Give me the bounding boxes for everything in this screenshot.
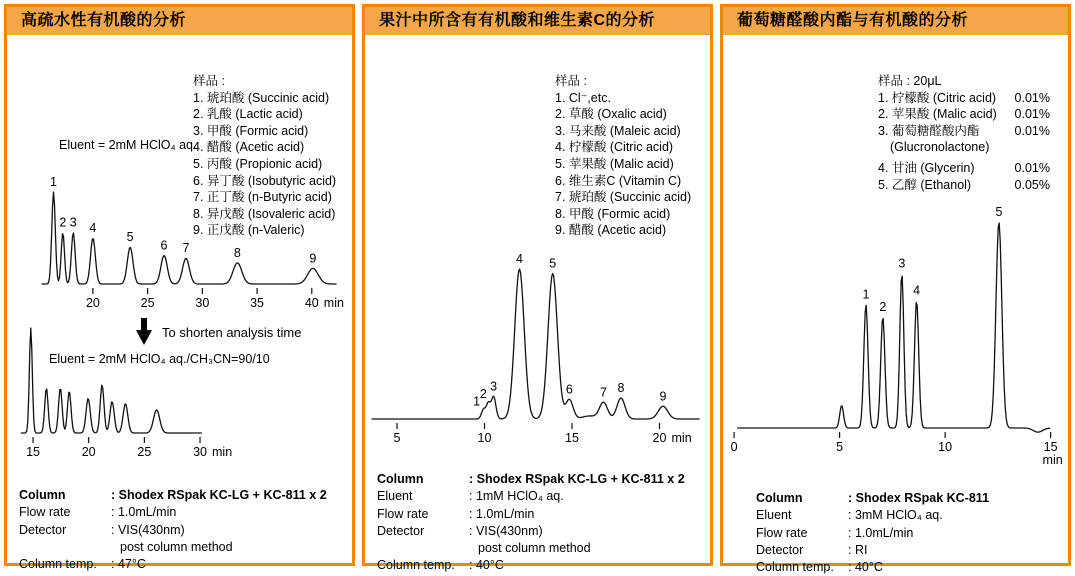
condition-value: post column method	[478, 541, 591, 556]
eluent-annotation-2: Eluent = 2mM HClO₄ aq./CH₃CN=90/10	[49, 352, 270, 366]
svg-text:20: 20	[81, 445, 96, 459]
sample-item: 7. 琥珀酸 (Succinic acid)	[555, 190, 692, 205]
sample-item: 4. 醋酸 (Acetic acid)	[193, 140, 305, 155]
condition-label: Column temp.	[19, 557, 97, 572]
svg-text:3: 3	[69, 215, 77, 230]
analysis-conditions-2	[377, 471, 685, 575]
chromatogram-glucuronolactone	[729, 200, 1069, 468]
svg-text:15: 15	[26, 445, 40, 459]
panel-3-body	[723, 35, 1068, 575]
sample-item: 4. 甘油 (Glycerin) 0.01%	[878, 160, 1050, 175]
svg-text:4: 4	[913, 283, 921, 298]
condition-value: : Shodex RSpak KC-LG + KC-811 x 2	[469, 472, 685, 486]
condition-label: Column	[19, 488, 66, 502]
sample-item: 8. 异戊酸 (Isovaleric acid)	[193, 206, 336, 221]
sample-list-title: 样品 : 20μL	[878, 74, 942, 88]
svg-text:5: 5	[549, 256, 557, 271]
condition-value: : RI	[848, 542, 868, 557]
sample-item: 9. 醋酸 (Acetic acid)	[555, 223, 667, 238]
condition-value: : 1.0mL/min	[848, 525, 914, 540]
svg-text:5: 5	[995, 205, 1003, 219]
sample-item: 3. 甲酸 (Formic acid)	[193, 123, 309, 138]
sample-list-title: 样品 :	[193, 74, 225, 88]
condition-label: Column temp.	[377, 558, 455, 573]
svg-text:25: 25	[140, 296, 155, 310]
svg-text:15: 15	[1043, 440, 1058, 454]
sample-item: 3. 葡萄糖醛酸内酯 0.01%	[878, 123, 1050, 138]
svg-text:10: 10	[477, 431, 492, 445]
condition-value: : 1mM HClO₄ aq.	[469, 489, 564, 504]
svg-text:4: 4	[89, 221, 97, 235]
svg-text:35: 35	[250, 296, 265, 310]
condition-value: : VIS(430nm)	[469, 523, 543, 538]
svg-text:4: 4	[516, 252, 523, 266]
chromatogram-organic-acids	[13, 173, 349, 323]
svg-text:8: 8	[617, 381, 625, 395]
svg-text:9: 9	[659, 389, 667, 404]
condition-label: Detector	[377, 523, 425, 538]
condition-value: post column method	[120, 539, 233, 554]
sample-item: 2. 苹果酸 (Malic acid) 0.01%	[878, 107, 1050, 122]
svg-text:20: 20	[652, 431, 667, 445]
condition-value: : 1.0mL/min	[111, 505, 177, 520]
condition-value: : VIS(430nm)	[111, 522, 185, 537]
svg-text:3: 3	[898, 256, 906, 271]
svg-text:6: 6	[565, 382, 573, 397]
sample-item: 1. 柠檬酸 (Citric acid) 0.01%	[878, 90, 1050, 105]
chromatogram-fruit-juice	[369, 247, 705, 455]
condition-label: Eluent	[377, 489, 413, 504]
svg-text:40: 40	[304, 296, 319, 310]
svg-text:1: 1	[473, 394, 481, 409]
sample-concentration: 0.01%	[1014, 107, 1050, 122]
sample-item: 5. 苹果酸 (Malic acid)	[555, 156, 674, 171]
sample-item: 1. Cl⁻,etc.	[555, 90, 611, 105]
svg-text:1: 1	[50, 175, 57, 189]
condition-value: : 1.0mL/min	[469, 506, 535, 521]
svg-text:20: 20	[85, 296, 100, 310]
condition-label: Eluent	[756, 508, 792, 523]
svg-text:8: 8	[233, 245, 241, 260]
svg-text:30: 30	[195, 296, 210, 310]
svg-text:5: 5	[836, 440, 844, 454]
sample-list-3	[878, 73, 1050, 193]
svg-text:15: 15	[565, 431, 579, 445]
svg-text:1: 1	[862, 287, 870, 302]
sample-list-2	[555, 73, 691, 239]
svg-text:30: 30	[193, 445, 207, 459]
condition-label: Flow rate	[377, 506, 429, 521]
svg-text:9: 9	[309, 251, 317, 266]
analysis-conditions-1	[19, 487, 327, 573]
svg-text:min: min	[1042, 453, 1063, 467]
svg-text:7: 7	[600, 385, 607, 400]
svg-text:0: 0	[730, 440, 738, 454]
panel-1-title: 高疏水性有机酸的分析	[7, 7, 352, 35]
sample-concentration: 0.01%	[1014, 160, 1050, 175]
svg-text:5: 5	[126, 230, 134, 245]
condition-label: Column temp.	[756, 560, 834, 575]
panel-2-title: 果汁中所含有有机酸和维生素C的分析	[365, 7, 710, 35]
panel-fruit-juice-acids	[362, 4, 713, 573]
chromatogram-shortened	[13, 320, 249, 459]
svg-text:2: 2	[479, 387, 487, 401]
condition-label: Flow rate	[756, 525, 808, 540]
condition-label	[377, 540, 469, 557]
svg-text:min: min	[323, 296, 344, 310]
condition-label: Detector	[19, 522, 67, 537]
svg-text:10: 10	[938, 440, 953, 454]
condition-label: Detector	[756, 542, 804, 557]
panel-1-body	[7, 35, 352, 572]
eluent-annotation-1: Eluent = 2mM HClO₄ aq.	[59, 138, 197, 152]
condition-label: Column	[756, 491, 803, 505]
svg-text:7: 7	[182, 241, 190, 256]
condition-value: : Shodex RSpak KC-LG + KC-811 x 2	[111, 488, 327, 502]
sample-item: 2. 草酸 (Oxalic acid)	[555, 107, 667, 122]
sample-item-continuation: (Glucronolactone)	[890, 140, 990, 155]
condition-value: : Shodex RSpak KC-811	[848, 491, 990, 505]
panel-hydrophobic-organic-acids	[4, 4, 355, 572]
sample-item: 2. 乳酸 (Lactic acid)	[193, 107, 303, 122]
sample-item: 6. 异丁酸 (Isobutyric acid)	[193, 173, 337, 188]
sample-concentration: 0.05%	[1014, 177, 1050, 192]
svg-text:2: 2	[59, 215, 67, 230]
sample-item: 3. 马来酸 (Maleic acid)	[555, 123, 681, 138]
svg-text:min: min	[212, 445, 233, 459]
sample-item: 5. 丙酸 (Propionic acid)	[193, 156, 323, 171]
svg-text:6: 6	[160, 238, 168, 253]
svg-text:25: 25	[137, 445, 152, 459]
svg-text:3: 3	[490, 379, 498, 394]
condition-label: Flow rate	[19, 505, 71, 520]
svg-text:5: 5	[393, 431, 401, 445]
sample-item: 4. 柠檬酸 (Citric acid)	[555, 140, 674, 155]
condition-label: Column	[377, 472, 424, 486]
panel-glucuronolactone-acids	[720, 4, 1071, 575]
sample-item: 1. 琥珀酸 (Succinic acid)	[193, 90, 330, 105]
svg-text:2: 2	[879, 299, 887, 314]
sample-item: 6. 维生素C (Vitamin C)	[555, 173, 682, 188]
sample-item: 5. 乙醇 (Ethanol) 0.05%	[878, 177, 1050, 192]
condition-label	[19, 539, 111, 556]
panel-2-body	[365, 35, 710, 573]
condition-value: : 3mM HClO₄ aq.	[848, 508, 943, 523]
sample-concentration: 0.01%	[1014, 123, 1050, 138]
sample-list-title: 样品 :	[555, 74, 587, 88]
condition-value: : 47°C	[111, 557, 146, 572]
svg-text:min: min	[671, 431, 692, 445]
condition-value: : 40°C	[848, 560, 883, 575]
analysis-conditions-3	[756, 490, 989, 576]
sample-item: 8. 甲酸 (Formic acid)	[555, 206, 671, 221]
condition-value: : 40°C	[469, 558, 504, 573]
sample-item: 9. 正戊酸 (n-Valeric)	[193, 223, 305, 238]
shorten-time-label: To shorten analysis time	[162, 324, 302, 340]
sample-item: 7. 正丁酸 (n-Butyric acid)	[193, 190, 332, 205]
panel-3-title: 葡萄糖醛酸内酯与有机酸的分析	[723, 7, 1068, 35]
sample-concentration: 0.01%	[1014, 90, 1050, 105]
